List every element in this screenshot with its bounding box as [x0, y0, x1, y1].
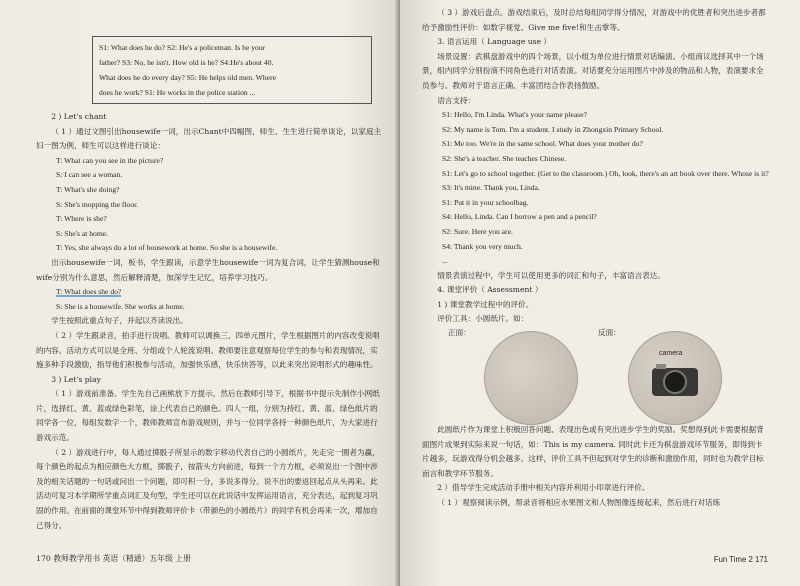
dialogue-line: S1: Hello, I'm Linda. What's your name please?: [442, 110, 587, 120]
dialogue-line: T: What can you see in the picture?: [56, 155, 164, 165]
body-paragraph: （ 2 ）学生跟录音，拍手进行说唱。教师可以调换三、四单元图片，学生根据图片的内容改变说唱的内容。活动方式可以是全班、分组或个人轮流说唱。教师要注意观察每位学生的参与和表现情况，实施多种手段激励，指导他们积极参与活动，加强快乐感，快乐快答等，以此来突出说唱形式的趣味性。: [36, 330, 380, 370]
body-paragraph: 此圆纸片作为课堂上积极回答问题、表现出色或有突出进步学生的奖励。奖想得到此卡需要根据背面图片成果到实际来说一句话，如：This is my camera. 同时此卡还为棋盘游戏环节服务，即得到卡片越多，玩游戏得分机会越多。这样，评价工具不但起到对学生的诊断和激励作用，同时也为教学目标而言和教学环节服务。: [422, 425, 764, 478]
dialogue-box-line: What does he do every day? S5: He helps old men. Where: [99, 73, 276, 82]
dialogue-box-line: father? S3: No, he isn't. How old is he? S4:He's about 40.: [99, 58, 274, 67]
body-paragraph: 3 ) Let's play: [51, 374, 101, 384]
back-label: 反面：: [598, 328, 621, 338]
dialogue-line: S: She's mopping the floor.: [56, 199, 139, 209]
dialogue-line: S: She's at home.: [56, 228, 108, 238]
dialogue-line: S2: Sure. Here you are.: [442, 226, 513, 236]
dialogue-line: S2: She's a teacher. She teaches Chinese.: [442, 153, 567, 163]
page-footer-right: Fun Time 2 171: [713, 555, 768, 564]
dialogue-line: S1: Put it in your schoolbag.: [442, 197, 529, 207]
dialogue-line: S: I can see a woman.: [56, 170, 123, 180]
dialogue-line: T: Where is she?: [56, 214, 107, 224]
dialogue-box: [92, 36, 372, 104]
body-paragraph: 语言支持：: [437, 95, 476, 105]
body-paragraph: （ 1 ）通过文图引出housewife一词，出示Chant中四幅图，师生、生生进行简单谈论，以家庭主妇一图为例，师生可以这样进行谈论：: [36, 126, 382, 151]
dialogue-line: S4: Thank you very much.: [442, 241, 523, 251]
dialogue-line: T: Yes, she always do a lot of housework at home. So she is a housewife.: [56, 243, 278, 253]
card-back-image: [628, 331, 722, 425]
dialogue-line: ...: [442, 256, 448, 266]
front-label: 正面：: [448, 328, 471, 338]
body-paragraph: 2 ）借导学生完成活动手册中相关内容并利用小印章进行评价。: [437, 483, 650, 493]
body-paragraph: 3. 语言运用（ Language use ）: [437, 37, 552, 47]
body-paragraph: 学生按照此重点句子，并起以齐读说出。: [51, 316, 188, 326]
camera-word: camera: [659, 350, 683, 358]
page-footer-left: 170 教师教学用书 英语（精通）五年级 上册: [36, 554, 191, 563]
card-front-image: [484, 331, 578, 425]
dialogue-line: S1: Let's go to school together. (Get to the classroom.) Oh, look, there's an art book over there. Whose is it?: [442, 168, 769, 178]
dialogue-line: S1: Me too. We're in the same school. What does your mother do?: [442, 139, 643, 149]
dialogue-line: S: She is a housewife. She works at home.: [56, 301, 185, 311]
body-paragraph: 1 ) 课堂教学过程中的评价。: [437, 299, 534, 309]
body-paragraph: （ 1 ）游戏前准备。学生先自己画熊放下方提示，然后在教师引导下，根据书中提示先制作小网纸片，选择红、黄、蓝或绿色彩笔，涂上代表自己的颜色。四人一组，分别为持红、黄、蓝、绿色纸片的同学各一位，每组发数字一个，教师教师宣布游戏规则，并与一位同学各持一种颜色纸片，为大家进行游戏示范。: [36, 389, 380, 443]
body-paragraph: （ 2 ）游戏进行中，每人通过掷骰子所显示的数字移动代表自己的小圆纸片，先走完一圈者为赢，每个颜色的起点为相应颜色大方框，掷骰子，按箭头方向前进，每到一个方方框，必须说出一个图中涉及的相关话题的一句话或问出一个问题，即可积一分，多说多得分。说不出的要返回起点从头再来。此活动可复习本学期所学重点词汇及句型，学生还可以在此说话中发挥运用语言，充分表达，起到复习巩固的作用。在前面的课堂环节中得到教师评价卡（带颜色的小圆纸片）的同学有机会再来一次，增加自己得分。: [36, 447, 380, 530]
body-paragraph: 出示housewife一词，板书，学生跟读，示意学生housewife一词为复合词，让学生猜测house和wife分别为什么意思，然后解释清楚，加深学生记忆，培养学习技巧。: [36, 257, 380, 282]
body-paragraph: （ 3 ）游戏后盘点。游戏结束后，及时总结每组同学得分情况，对游戏中的优胜者和突出进步者都给予激励性评价：如数字视觉、Give me five!和生击掌等。: [422, 8, 766, 32]
body-paragraph: （ 1 ）观察阅读示例，帮录音将相应水果图文和人物图像连接起来，然后进行对话练: [437, 498, 721, 508]
body-paragraph: 2 ) Let's chant: [51, 112, 107, 121]
dialogue-box-line: S1: What does he do? S2: He's a policeman. Is he your: [99, 43, 266, 52]
dialogue-line: T: What does she do?: [56, 287, 122, 297]
right-page: [400, 0, 800, 586]
dialogue-box-line: does he work? S1: He works in the police station ...: [99, 88, 256, 97]
body-paragraph: 评价工具：小圆纸片。如：: [437, 314, 529, 324]
body-paragraph: 4. 课堂评价（ Assessment ）: [437, 285, 543, 295]
dialogue-line: S3: It's mine. Thank you, Linda.: [442, 183, 540, 193]
camera-icon: [652, 368, 698, 396]
assessment-card-figure: [422, 327, 770, 423]
body-paragraph: 场景设置：武棋盘游戏中的四个场景，以小组为单位进行情景对话编演。小组商议选择其中一个场景，组内同学分别扮演不同角色进行对话表演。对话要充分运用图片中涉及的物品和人物，表演要求全员参与。教师对于语言正确、丰富团结合作表扬鼓励。: [422, 51, 764, 90]
body-paragraph: 情景表演过程中，学生可以使用更多的词汇和句子，丰富语言表达。: [437, 270, 665, 280]
dialogue-line: T: What's she doing?: [56, 184, 120, 194]
dialogue-line: S2: My name is Tom. I'm a student. I study in Zhongxin Primary School.: [442, 124, 664, 134]
dialogue-line: S4: Hello, Linda. Can I borrow a pen and a pencil?: [442, 212, 597, 222]
